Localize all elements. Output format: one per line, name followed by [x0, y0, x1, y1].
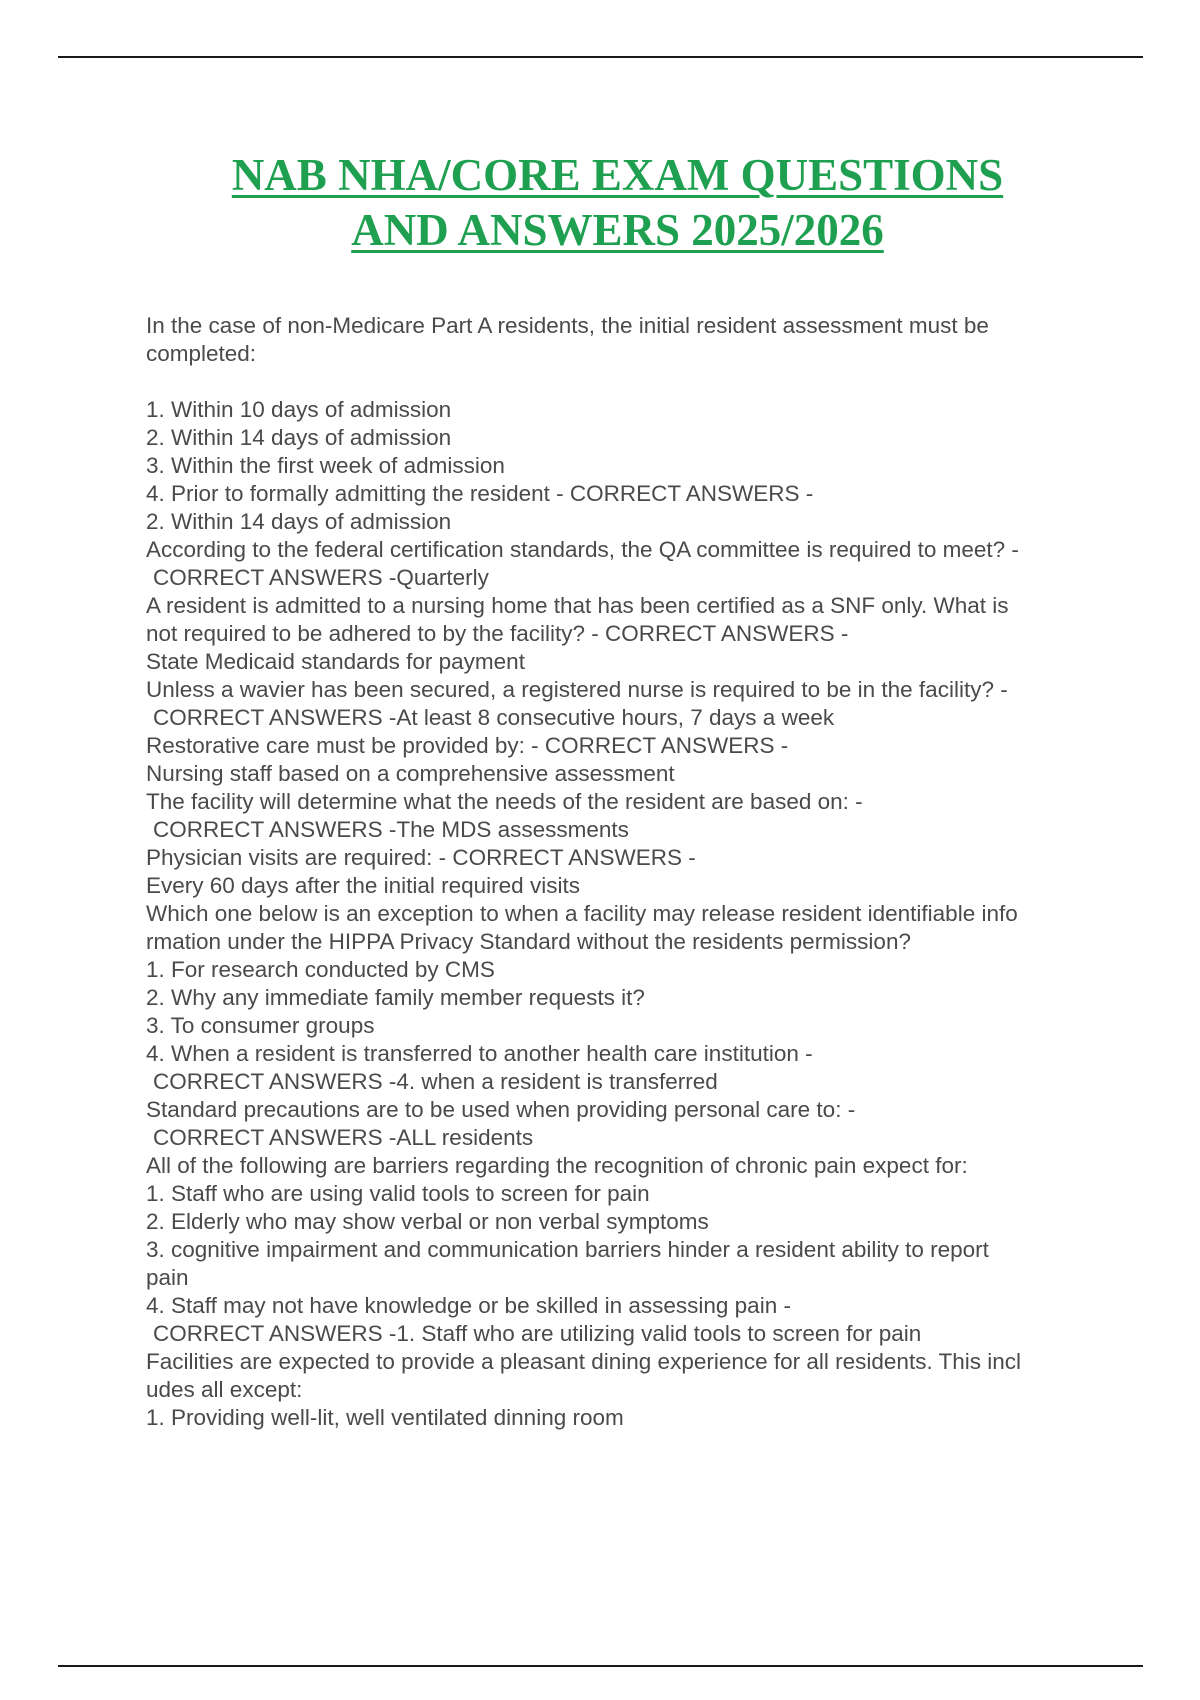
text-line: 3. Within the first week of admission — [146, 453, 505, 478]
text-line: Restorative care must be provided by: - CORRECT ANSWERS - — [146, 733, 789, 758]
answer-line: CORRECT ANSWERS -ALL residents — [153, 1125, 534, 1150]
text-line: The facility will determine what the needs of the resident are based on: - — [146, 789, 863, 814]
text-line: completed: — [146, 341, 257, 366]
text-line: Which one below is an exception to when a facility may release resident identifiable info — [146, 901, 1018, 926]
text-line: 4. Staff may not have knowledge or be skilled in assessing pain - — [146, 1293, 791, 1318]
text-line: Standard precautions are to be used when providing personal care to: - — [146, 1097, 856, 1122]
title-line-2: AND ANSWERS 2025/2026 — [351, 205, 884, 255]
text-line: All of the following are barriers regarding the recognition of chronic pain expect for: — [146, 1153, 968, 1178]
document-body — [146, 312, 1106, 1432]
text-line: udes all except: — [146, 1377, 303, 1402]
text-line: 1. Within 10 days of admission — [146, 397, 452, 422]
title-line-1: NAB NHA/CORE EXAM QUESTIONS — [231, 150, 1004, 200]
answer-line: CORRECT ANSWERS -4. when a resident is transferred — [153, 1069, 718, 1094]
text-line: 3. cognitive impairment and communication barriers hinder a resident ability to report — [146, 1237, 989, 1262]
text-line: Every 60 days after the initial required visits — [146, 873, 580, 898]
text-line: rmation under the HIPPA Privacy Standard without the residents permission? — [146, 929, 911, 954]
answer-line: CORRECT ANSWERS -Quarterly — [153, 565, 489, 590]
text-line: Facilities are expected to provide a pleasant dining experience for all residents. This incl — [146, 1349, 1022, 1374]
text-line: 1. Providing well-lit, well ventilated dinning room — [146, 1405, 624, 1430]
text-line: State Medicaid standards for payment — [146, 649, 525, 674]
answer-line: CORRECT ANSWERS -1. Staff who are utilizing valid tools to screen for pain — [153, 1321, 922, 1346]
text-line: In the case of non-Medicare Part A residents, the initial resident assessment must be — [146, 313, 989, 338]
text-line: 2. Within 14 days of admission — [146, 425, 452, 450]
bottom-divider — [58, 1665, 1143, 1667]
text-line: 3. To consumer groups — [146, 1013, 375, 1038]
blank-line — [146, 368, 1106, 396]
text-line: 1. Staff who are using valid tools to screen for pain — [146, 1181, 650, 1206]
text-line: A resident is admitted to a nursing home that has been certified as a SNF only. What is — [146, 593, 1009, 618]
text-line: Unless a wavier has been secured, a registered nurse is required to be in the facility? - — [146, 677, 1008, 702]
text-line: 4. Prior to formally admitting the resident - CORRECT ANSWERS - — [146, 481, 814, 506]
answer-line: CORRECT ANSWERS -At least 8 consecutive hours, 7 days a week — [153, 705, 835, 730]
text-line: not required to be adhered to by the facility? - CORRECT ANSWERS - — [146, 621, 849, 646]
text-line: 2. Within 14 days of admission — [146, 509, 452, 534]
answer-line: CORRECT ANSWERS -The MDS assessments — [153, 817, 629, 842]
text-line: 2. Elderly who may show verbal or non verbal symptoms — [146, 1209, 709, 1234]
text-line: According to the federal certification standards, the QA committee is required to meet? - — [146, 537, 1019, 562]
text-line: 1. For research conducted by CMS — [146, 957, 495, 982]
text-line: Physician visits are required: - CORRECT ANSWERS - — [146, 845, 696, 870]
text-line: 4. When a resident is transferred to another health care institution - — [146, 1041, 813, 1066]
text-line: 2. Why any immediate family member requests it? — [146, 985, 645, 1010]
text-line: pain — [146, 1265, 189, 1290]
document-title — [0, 148, 1200, 258]
top-divider — [58, 56, 1143, 58]
text-line: Nursing staff based on a comprehensive assessment — [146, 761, 675, 786]
